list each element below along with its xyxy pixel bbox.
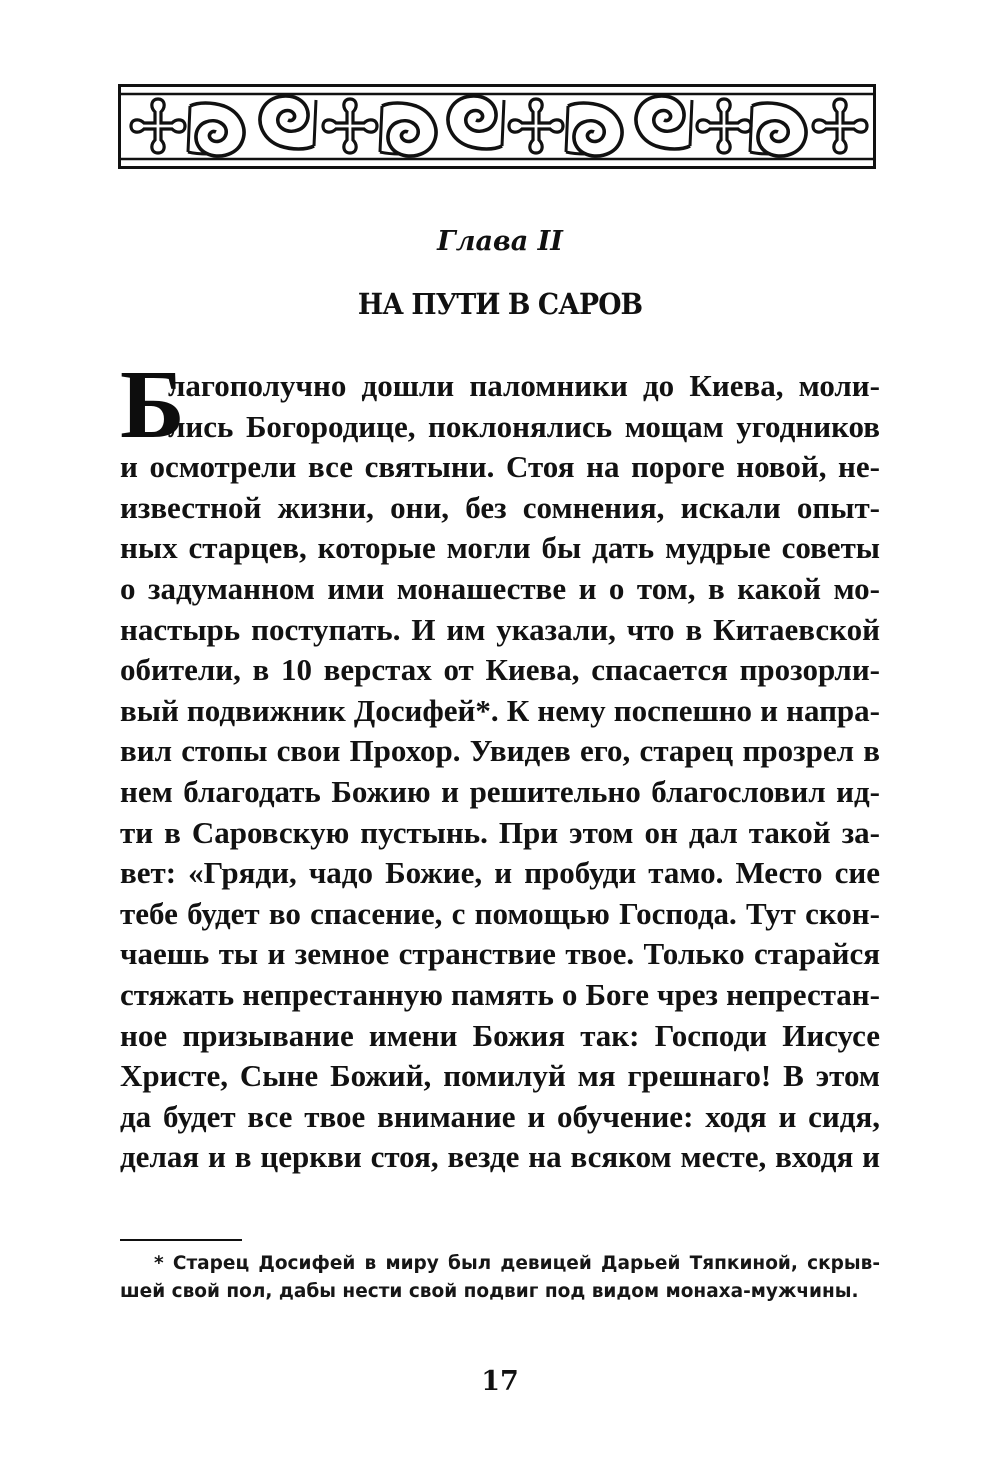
text-line: обители, в 10 верстах от Киева, спасается прозорли-: [120, 652, 880, 688]
footnote-line: * Старец Досифей в миру был девицей Дарьей Тяпкиной, скрыв-: [154, 1253, 880, 1274]
drop-cap: Б: [120, 351, 185, 459]
text-line: и осмотрели все святыни. Стоя на пороге новой, не-: [120, 449, 880, 485]
text-line: чаешь ты и земное странствие твое. Только старайся: [120, 936, 880, 972]
text-line: ных старцев, которые могли бы дать мудрые советы: [120, 530, 880, 566]
footnote-divider: [120, 1239, 242, 1241]
text-line: делая и в церкви стоя, везде на всяком месте, входя и: [120, 1139, 880, 1175]
footnote-line: шей свой пол, дабы нести свой подвиг под видом монаха-мужчины.: [120, 1281, 859, 1302]
text-line: нем благодать Божию и решительно благословил ид-: [120, 773, 880, 809]
ornament-band-icon: [118, 84, 876, 169]
text-line: вый подвижник Досифей*. К нему поспешно и напра-: [120, 692, 880, 728]
text-line: лись Богородице, поклонялись мощам угодников: [168, 408, 880, 444]
text-line: стяжать непрестанную память о Боге чрез непрестан-: [120, 976, 880, 1012]
text-line: тебе будет во спасение, с помощью Господа. Тут скон-: [120, 895, 880, 931]
text-line: вил стопы свои Прохор. Увидев его, старец прозрел в: [120, 733, 880, 769]
footnote: [120, 1250, 880, 1306]
body-text: [120, 351, 880, 1178]
text-line: ное призывание имени Божия так: Господи Иисусе: [120, 1017, 880, 1053]
text-line: да будет все твое внимание и обучение: ходя и сидя,: [120, 1098, 880, 1134]
page-number: 17: [481, 1366, 519, 1397]
text-line: ти в Саровскую пустынь. При этом он дал такой за-: [120, 814, 880, 850]
text-line: известной жизни, они, без сомнения, искали опыт-: [120, 489, 880, 525]
chapter-label: Глава II: [437, 226, 563, 257]
text-line: лагополучно дошли паломники до Киева, моли-: [168, 368, 880, 403]
text-line: Христе, Сыне Божий, помилуй мя грешнаго! В этом: [120, 1058, 880, 1094]
chapter-title: НА ПУТИ В САРОВ: [357, 287, 643, 321]
text-line: настырь поступать. И им указали, что в Китаевской: [120, 611, 880, 647]
decorative-border-ornament: [118, 84, 876, 169]
text-line: вет: «Гряди, чадо Божие, и пробуди тамо. Место сие: [120, 855, 880, 891]
text-line: о задуманном ими монашестве и о том, в какой мо-: [120, 570, 880, 606]
